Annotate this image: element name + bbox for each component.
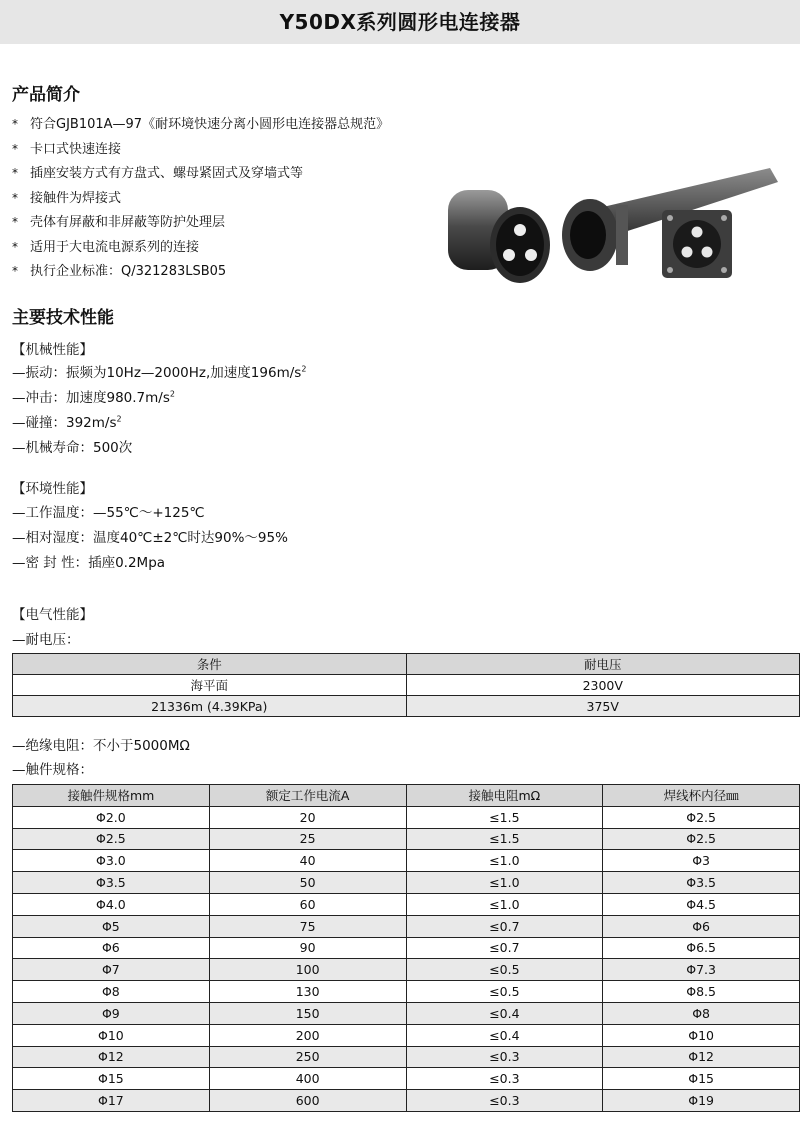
table-cell: ≤0.4 [406,1002,603,1024]
intro-heading: 产品简介 [12,85,80,105]
elec-heading: 【电气性能】 [12,607,93,623]
table-cell: Φ19 [603,1090,800,1112]
table-cell: ≤1.0 [406,872,603,894]
table-cell: Φ8 [603,1002,800,1024]
table-row [13,1046,800,1068]
table-cell: 60 [209,893,406,915]
table-cell: 40 [209,850,406,872]
contact-table [12,784,800,1112]
table-cell: 20 [209,806,406,828]
table-cell: ≤1.5 [406,828,603,850]
humidity-spec: —相对湿度：温度40℃±2℃时达90%～95% [12,530,288,546]
table-cell: Φ3.5 [603,872,800,894]
table-cell: Φ7 [13,959,210,981]
table-header-row [13,785,800,807]
table-cell: ≤0.3 [406,1090,603,1112]
square-flange-receptacle [662,210,732,278]
table-row [13,915,800,937]
table-cell: 2300V [406,675,800,696]
table-cell: 海平面 [13,675,407,696]
table-cell: Φ12 [13,1046,210,1068]
intro-bullet: * 接触件为焊接式 [12,186,389,211]
table-cell: 100 [209,959,406,981]
table-cell: Φ8 [13,981,210,1003]
bullet-star: * [12,264,18,278]
table-cell: Φ4.5 [603,893,800,915]
table-row [13,937,800,959]
insulation-spec: —绝缘电阻：不小于5000MΩ [12,738,190,754]
table-cell: ≤0.7 [406,937,603,959]
table-row [13,893,800,915]
table-cell: Φ6 [13,937,210,959]
table-cell: Φ6 [603,915,800,937]
table-cell: ≤1.0 [406,850,603,872]
table-cell: Φ3 [603,850,800,872]
plug-connector [448,190,550,283]
table-cell: 150 [209,1002,406,1024]
table-cell: 400 [209,1068,406,1090]
table-cell: 90 [209,937,406,959]
table-cell: ≤0.5 [406,959,603,981]
table-cell: Φ2.5 [603,806,800,828]
table-cell: Φ15 [13,1068,210,1090]
table-cell: Φ6.5 [603,937,800,959]
table-cell: 25 [209,828,406,850]
table-cell: Φ17 [13,1090,210,1112]
intro-bullet: * 插座安装方式有方盘式、螺母紧固式及穿墙式等 [12,161,389,186]
table-row [13,1090,800,1112]
table-header-cell: 额定工作电流A [209,785,406,807]
table-cell: 50 [209,872,406,894]
table-cell: ≤0.5 [406,981,603,1003]
table-cell: Φ10 [13,1024,210,1046]
table-row [13,850,800,872]
intro-bullet: * 执行企业标准：Q/321283LSB05 [12,259,389,284]
table-cell: ≤1.5 [406,806,603,828]
intro-bullet: * 适用于大电流电源系列的连接 [12,235,389,260]
table-cell: Φ10 [603,1024,800,1046]
table-row [13,806,800,828]
table-cell: ≤0.4 [406,1024,603,1046]
table-cell: 21336m (4.39KPa) [13,696,407,717]
table-cell: Φ3.5 [13,872,210,894]
intro-bullet: * 符合GJB101A—97《耐环境快速分离小圆形电连接器总规范》 [12,112,389,137]
table-row [13,981,800,1003]
table-row [13,675,800,696]
table-header-cell: 接触电阻mΩ [406,785,603,807]
table-cell: Φ12 [603,1046,800,1068]
table-row [13,1002,800,1024]
table-header-cell: 焊线杯内径㎜ [603,785,800,807]
table-cell: Φ15 [603,1068,800,1090]
table-cell: Φ8.5 [603,981,800,1003]
tech-heading: 主要技术性能 [12,308,114,328]
table-row [13,959,800,981]
intro-bullet: * 壳体有屏蔽和非屏蔽等防护处理层 [12,210,389,235]
bullet-star: * [12,239,18,254]
bullet-star: * [12,166,18,180]
seal-spec: —密 封 性：插座0.2Mpa [12,555,166,571]
table-cell: Φ7.3 [603,959,800,981]
table-header-cell: 接触件规格mm [13,785,210,807]
table-row [13,1068,800,1090]
table-row [13,828,800,850]
table-cell: 75 [209,915,406,937]
table-cell: Φ2.5 [13,828,210,850]
temperature-spec: —工作温度：—55℃～+125℃ [12,505,205,521]
table-row [13,1024,800,1046]
page-title: Y50DX系列圆形电连接器 [0,0,800,44]
intro-bullet: * 卡口式快速连接 [12,137,389,162]
table-cell: ≤1.0 [406,893,603,915]
mech-heading: 【机械性能】 [12,342,93,358]
env-heading: 【环境性能】 [12,481,93,497]
table-cell: Φ4.0 [13,893,210,915]
table-cell: 200 [209,1024,406,1046]
bullet-star: * [12,141,18,156]
connector-product-photo [440,160,780,310]
table-cell: Φ3.0 [13,850,210,872]
voltage-label: —耐电压： [12,632,80,648]
shock-spec: —冲击：加速度$980.7m/s^2$ [12,389,175,406]
table-cell: ≤0.3 [406,1046,603,1068]
table-cell: Φ2.0 [13,806,210,828]
table-cell: Φ5 [13,915,210,937]
table-cell: 600 [209,1090,406,1112]
bullet-star: * [12,215,18,229]
table-cell: 130 [209,981,406,1003]
bullet-star: * [12,117,18,131]
table-cell: 250 [209,1046,406,1068]
table-cell: Φ2.5 [603,828,800,850]
table-header-cell: 条件 [13,654,407,675]
table-header-row [13,654,800,675]
table-cell: ≤0.3 [406,1068,603,1090]
table-cell: ≤0.7 [406,915,603,937]
vibration-spec: —振动：振频为10Hz—2000Hz,加速度$196m/s^2$ [12,364,307,381]
bullet-star: * [12,190,18,205]
table-row [13,872,800,894]
intro-bullet-list [12,112,389,284]
table-header-cell: 耐电压 [406,654,800,675]
mechanical-life-spec: —机械寿命：500次 [12,440,133,456]
voltage-table [12,653,800,717]
bump-spec: —碰撞：$392m/s^2$ [12,414,122,431]
table-cell: 375V [406,696,800,717]
contact-label: —触件规格： [12,762,93,778]
contact-table-body [13,806,800,1111]
table-cell: Φ9 [13,1002,210,1024]
table-row [13,696,800,717]
